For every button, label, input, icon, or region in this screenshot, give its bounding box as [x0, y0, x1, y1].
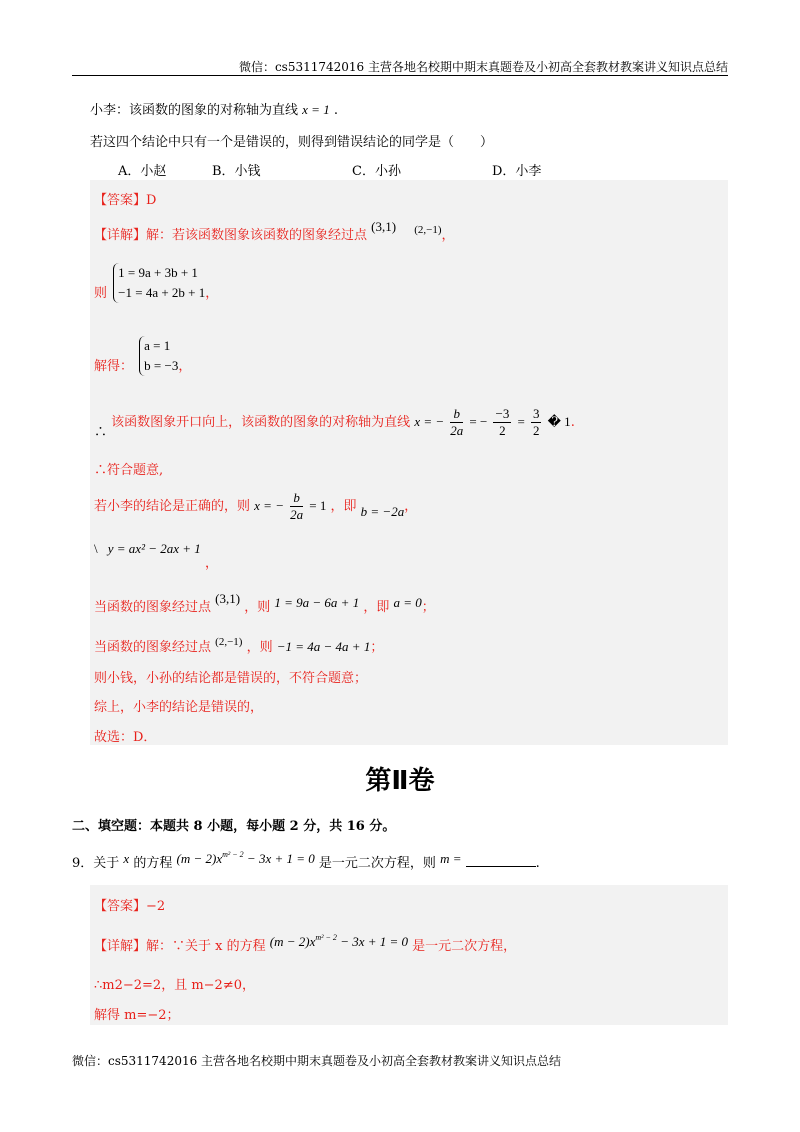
detail-line-12: 故选：D． — [94, 730, 157, 745]
solution-system: a = 1 b = −3 — [139, 336, 178, 376]
part2-heading: 二、填空题：本题共 8 小题，每小题 2 分，共 16 分。 — [72, 819, 396, 834]
option-c: C．小孙 — [352, 164, 401, 179]
li-statement: 小李：该函数的图象的对称轴为直线 x = 1 . — [90, 102, 338, 118]
page-footer: 微信：cs5311742016 主营各地名校期中期末真题卷及小初高全套教材教案讲义知识点总结 — [72, 1054, 562, 1068]
answer-line — [94, 189, 156, 208]
q9-answer-value: −2 — [146, 899, 166, 914]
detail-line-3: 解得： a = 1 b = −3 ， — [94, 336, 191, 376]
detail-label: 【详解】 — [94, 228, 147, 243]
option-b: B．小钱 — [212, 164, 261, 179]
question-stem: 若这四个结论中只有一个是错误的，则得到错误结论的同学是（ ） — [90, 135, 494, 150]
answer-box-q9 — [90, 885, 728, 1025]
detail-line-6: 若小李的结论是正确的，则 x = − $\frac{b}{2a}$ = 1 ，即 b = −2a， — [94, 490, 418, 522]
detail-line-8: 当函数的图象经过点 (3,1) ，则 1 = 9a − 6a + 1 ，即 a = 0； — [94, 591, 435, 615]
point-2-neg1: (2,−1) — [414, 224, 442, 236]
q9-stem: 9．关于 x 的方程 $(m - 2)x^{m^2 - 2} - 3x + 1 = 0$ 是一元二次方程，则 m = . — [72, 850, 540, 871]
detail-line-2: 则 1 = 9a + 3b + 1 −1 = 4a + 2b + 1 ， — [94, 263, 218, 303]
point-3-1: (3,1) — [371, 219, 397, 234]
detail-line-4: ∴ 该函数图象开口向上，该函数的图象的对称轴为直线 x = − $\frac{b}{2a}$ = − $\frac{-3}{2}$ = $\frac{3}{2}$ � 1. — [94, 406, 575, 440]
option-d: D．小李 — [492, 164, 542, 179]
detail-line-10: 则小钱，小孙的结论都是错误的，不符合题意； — [94, 671, 368, 686]
detail-line-5: ∴符合题意, — [94, 463, 164, 478]
detail-line-7: \ y = ax² − 2ax + 1 ， — [94, 541, 218, 571]
q9-detail-2: ∴m2−2=2，且 m−2≠0， — [94, 978, 255, 993]
answer-value: D — [146, 193, 157, 208]
answer-blank[interactable] — [466, 854, 536, 867]
detail-line-9: 当函数的图象经过点 $^{(2,-1)}$ ，则 −1 = 4a − 4a + 1； — [94, 636, 384, 655]
q9-detail-1: 【详解】解：∵关于 x 的方程 $(m - 2)x^{m^2 - 2} - 3x + 1 = 0$ 是一元二次方程， — [94, 933, 517, 954]
equation-system-1: 1 = 9a + 3b + 1 −1 = 4a + 2b + 1 — [113, 263, 205, 303]
detail-line-11: 综上，小李的结论是错误的， — [94, 700, 264, 715]
header-rule — [72, 75, 728, 76]
q9-answer-line: 【答案】−2 — [94, 899, 166, 914]
option-a: A．小赵 — [118, 164, 167, 179]
q9-detail-3: 解得 m=−2； — [94, 1008, 180, 1023]
answer-label: 【答案】 — [94, 193, 147, 208]
detail-line-1: 【详解】解：若该函数图象该函数的图象经过点 (3,1) $^{(2,-1)}$， — [94, 219, 455, 243]
section-title: 第Ⅱ卷 — [365, 766, 435, 796]
page-header: 微信：cs5311742016 主营各地名校期中期末真题卷及小初高全套教材教案讲义知识点总结 — [238, 60, 728, 74]
